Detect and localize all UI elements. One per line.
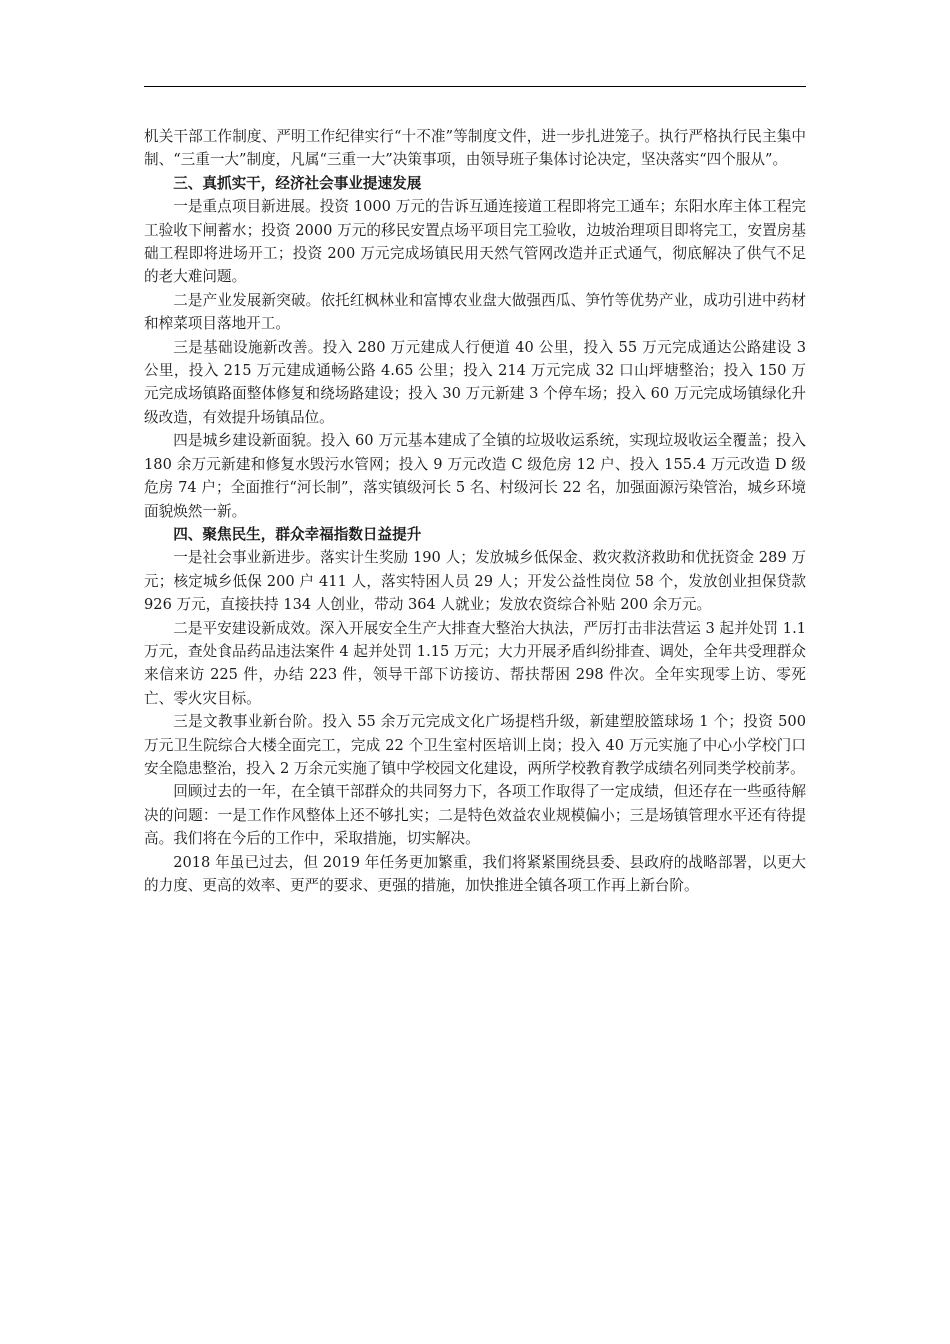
section-4-heading: 四、聚焦民生，群众幸福指数日益提升 bbox=[173, 525, 422, 543]
section-3-paragraph-3: 三是基础设施新改善。投入 280 万元建成人行便道 40 公里，投入 55 万元完成通达公路建设 3 公里，投入 215 万元建成通畅公路 4.65 公里；投入 214 万元完成 32 口山坪塘整治；投入 150 万元完成场镇路面整体修复和绕场路建设；投入 30 万元新建 3 个停车场；投入 60 万元完成场镇绿化升级改造，有效提升场镇品位。 bbox=[144, 338, 806, 426]
section-3-heading: 三、真抓实干，经济社会事业提速发展 bbox=[173, 174, 422, 192]
section-4-paragraph-3: 三是文教事业新台阶。投入 55 余万元完成文化广场提档升级，新建塑胶篮球场 1 个；投资 500 万元卫生院综合大楼全面完工，完成 22 个卫生室村医培训上岗；投入 40 万元实施了中心小学校门口安全隐患整治，投入 2 万余元实施了镇中学校园文化建设，两所学校教育教学成绩名列同类学校前茅。 bbox=[144, 713, 806, 777]
section-3-paragraph-4: 四是城乡建设新面貌。投入 60 万元基本建成了全镇的垃圾收运系统，实现垃圾收运全覆盖；投入 180 余万元新建和修复水毁污水管网；投入 9 万元改造 C 级危房 12 户、投入 155.4 万元改造 D 级危房 74 户；全面推行“河长制”，落实镇级河长 5 名、村级河长 22 名，加强面源污染管治，城乡环境面貌焕然一新。 bbox=[144, 432, 806, 520]
continuation-paragraph: 机关干部工作制度、严明工作纪律实行“十不准”等制度文件，进一步扎进笼子。执行严格执行民主集中制、“三重一大”制度，凡属“三重一大”决策事项，由领导班子集体讨论决定，坚决落实“四个服从”。 bbox=[144, 128, 806, 169]
outlook-paragraph: 2018 年虽已过去，但 2019 年任务更加繁重，我们将紧紧围绕县委、县政府的战略部署，以更大的力度、更高的效率、更严的要求、更强的措施，加快推进全镇各项工作再上新台阶。 bbox=[144, 853, 806, 894]
section-3-paragraph-1: 一是重点项目新进展。投资 1000 万元的告诉互通连接道工程即将完工通车；东阳水库主体工程完工验收下闸蓄水；投资 2000 万元的移民安置点场平项目完工验收，边坡治理项目即将完工，安置房基础工程即将进场开工；投资 200 万元完成场镇民用天然气管网改造并正式通气，彻底解决了供气不足的老大难问题。 bbox=[144, 198, 806, 286]
document-body bbox=[144, 125, 806, 897]
section-3-paragraph-2: 二是产业发展新突破。依托红枫林业和富博农业盘大做强西瓜、笋竹等优势产业，成功引进中药材和榨菜项目落地开工。 bbox=[144, 291, 806, 333]
section-4-paragraph-2: 二是平安建设新成效。深入开展安全生产大排查大整治大执法，严厉打击非法营运 3 起并处罚 1.1 万元，查处食品药品违法案件 4 起并处罚 1.15 万元；大力开展矛盾纠纷排查、调处，全年共受理群众来信来访 225 件，办结 223 件，领导干部下访接访、帮扶帮困 298 件次。全年实现零上访、零死亡、零火灾目标。 bbox=[144, 619, 806, 707]
header-rule bbox=[144, 86, 806, 87]
review-paragraph: 回顾过去的一年，在全镇干部群众的共同努力下，各项工作取得了一定成绩，但还存在一些亟待解决的问题：一是工作作风整体上还不够扎实；二是特色效益农业规模偏小；三是场镇管理水平还有待提高。我们将在今后的工作中，采取措施，切实解决。 bbox=[144, 783, 806, 848]
section-4-paragraph-1: 一是社会事业新进步。落实计生奖励 190 人；发放城乡低保金、救灾救济救助和优抚资金 289 万元；核定城乡低保 200 户 411 人，落实特困人员 29 人；开发公益性岗位 58 个，发放创业担保贷款 926 万元，直接扶持 134 人创业，带动 364 人就业；发放农资综合补贴 200 余万元。 bbox=[144, 549, 806, 614]
